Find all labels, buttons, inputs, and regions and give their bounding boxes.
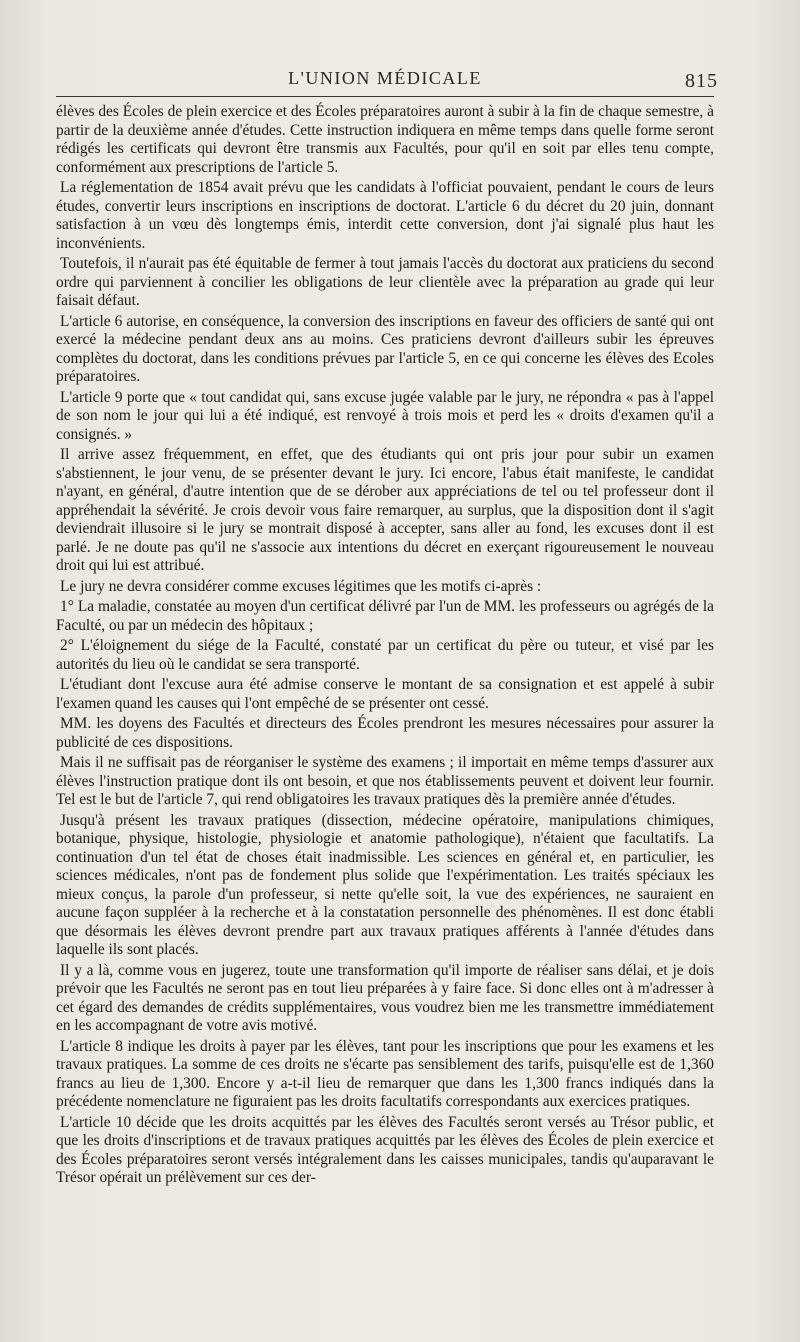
- paragraph: MM. les doyens des Facultés et directeurs des Écoles prendront les mesures nécessaires pour assurer la publicité de ces dispositions.: [56, 715, 714, 751]
- paragraph: L'étudiant dont l'excuse aura été admise conserve le montant de sa consignation et est appelé à subir l'examen quand les causes qui l'ont empêché de se présenter ont cessé.: [56, 676, 714, 712]
- paragraph: Mais il ne suffisait pas de réorganiser le système des examens ; il importait en même temps d'assurer aux élèves l'instruction pratique dont ils ont besoin, et que nos établissements peuvent et doivent leur fournir. Tel est le but de l'article 7, qui rend obligatoires les travaux pratiques dès la première année d'études.: [56, 754, 714, 808]
- paragraph: L'article 8 indique les droits à payer par les élèves, tant pour les inscriptions que pour les examens et les travaux pratiques. La somme de ces droits ne s'écarte pas sensiblement des tarifs, puisqu'elle est de 1,360 francs au lieu de 1,300. Encore y a-t-il lieu de remarquer que dans les 1,300 francs indiqués dans la précédente nomenclature ne figuraient pas les droits facultatifs correspondants aux exercices pratiques.: [56, 1037, 714, 1110]
- paragraph: Il y a là, comme vous en jugerez, toute une transformation qu'il importe de réaliser sans délai, et je dois prévoir que les Facultés ne seront pas en tout lieu préparées à y faire face. Si donc elles ont à m'adresser à cet égard des demandes de crédits supplémentaires, vous voudrez bien me les transmettre immédiatement en les accompagnant de votre avis motivé.: [56, 961, 714, 1034]
- page-header: [56, 62, 718, 96]
- paragraph: L'article 6 autorise, en conséquence, la conversion des inscriptions en faveur des officiers de santé qui ont exercé la médecine pendant deux ans au moins. Ces praticiens devront d'ailleurs subir les épreuves complètes du doctorat, dans les conditions prévues par l'article 5, en ce qui concerne les élèves des Ecoles préparatoires.: [56, 312, 714, 385]
- running-title: L'UNION MÉDICALE: [288, 68, 482, 88]
- paragraph: L'article 9 porte que « tout candidat qui, sans excuse jugée valable par le jury, ne répondra « pas à l'appel de son nom le jour qui lui a été indiqué, est renvoyé à trois mois et perd les « droits d'examen qu'il a consignés. »: [56, 388, 714, 443]
- header-rule: [56, 96, 714, 97]
- body-text: [56, 103, 714, 1188]
- paragraph: Jusqu'à présent les travaux pratiques (dissection, médecine opératoire, manipulations chimiques, botanique, physique, histologie, physiologie et anatomie pathologique), n'étaient que facultatifs. La continuation d'un tel état de choses était inadmissible. Les sciences en général et, en particulier, les sciences médicales, n'ont pas de fondement plus solide que l'expérimentation. Les traités spéciaux les mieux conçus, la parole d'un professeur, si nette qu'elle soit, la vue des expériences, ne sauraient en aucune façon suppléer à la recherche et à la constatation personnelle des phénomènes. Il est donc établi que désormais les élèves devront prendre part aux travaux pratiques afférents à l'année d'études dans laquelle ils sont placés.: [56, 811, 714, 958]
- paragraph: élèves des Écoles de plein exercice et des Écoles préparatoires auront à subir à la fin de chaque semestre, à partir de la deuxième année d'études. Cette instruction indiquera en même temps dans quelle forme seront rédigés les certificats qui devront être transmis aux Facultés, pour qu'il en soit par elles tenu compte, conformément aux prescriptions de l'article 5.: [56, 103, 714, 176]
- paragraph: La réglementation de 1854 avait prévu que les candidats à l'officiat pouvaient, pendant le cours de leurs études, convertir leurs inscriptions en inscriptions de doctorat. L'article 6 du décret du 20 juin, donnant satisfaction à un vœu dès longtemps émis, interdit cette conversion, dont j'ai signalé plus haut les inconvénients.: [56, 179, 714, 252]
- paragraph: Il arrive assez fréquemment, en effet, que des étudiants qui ont pris jour pour subir un examen s'abstiennent, le jour venu, de se présenter devant le jury. Ici encore, l'abus était manifeste, le candidat n'ayant, en général, d'autre intention que de se dérober aux appréciations de tel ou tel professeur dont il appréhendait la sévérité. Je crois devoir vous faire remarquer, au surplus, que la disposition dont il s'agit deviendrait illusoire si le jury se montrait disposé à accepter, sans aller au fond, les excuses dont il est parlé. Je ne doute pas qu'il ne s'associe aux intentions du décret en exerçant rigoureusement le nouveau droit qui lui est attribué.: [56, 446, 714, 574]
- page-number: 815: [685, 70, 718, 92]
- list-item: 1° La maladie, constatée au moyen d'un certificat délivré par l'un de MM. les professeurs ou agrégés de la Faculté, ou par un médecin des hôpitaux ;: [56, 598, 714, 634]
- list-item: 2° L'éloignement du siége de la Faculté, constaté par un certificat du père ou tuteur, et visé par les autorités du lieu où le candidat se sera transporté.: [56, 637, 714, 673]
- paragraph: L'article 10 décide que les droits acquittés par les élèves des Facultés seront versés au Trésor public, et que les droits d'inscriptions et de travaux pratiques acquittés par les élèves des Écoles de plein exercice et des Écoles préparatoires seront versés intégralement dans les caisses municipales, tandis qu'auparavant le Trésor opérait un prélèvement sur ces der-: [56, 1113, 714, 1186]
- paragraph: Toutefois, il n'aurait pas été équitable de fermer à tout jamais l'accès du doctorat aux praticiens du second ordre qui parviennent à concilier les obligations de leur clientèle avec la préparation au grade qui leur faisait défaut.: [56, 255, 714, 309]
- paragraph: Le jury ne devra considérer comme excuses légitimes que les motifs ci-après :: [60, 577, 542, 595]
